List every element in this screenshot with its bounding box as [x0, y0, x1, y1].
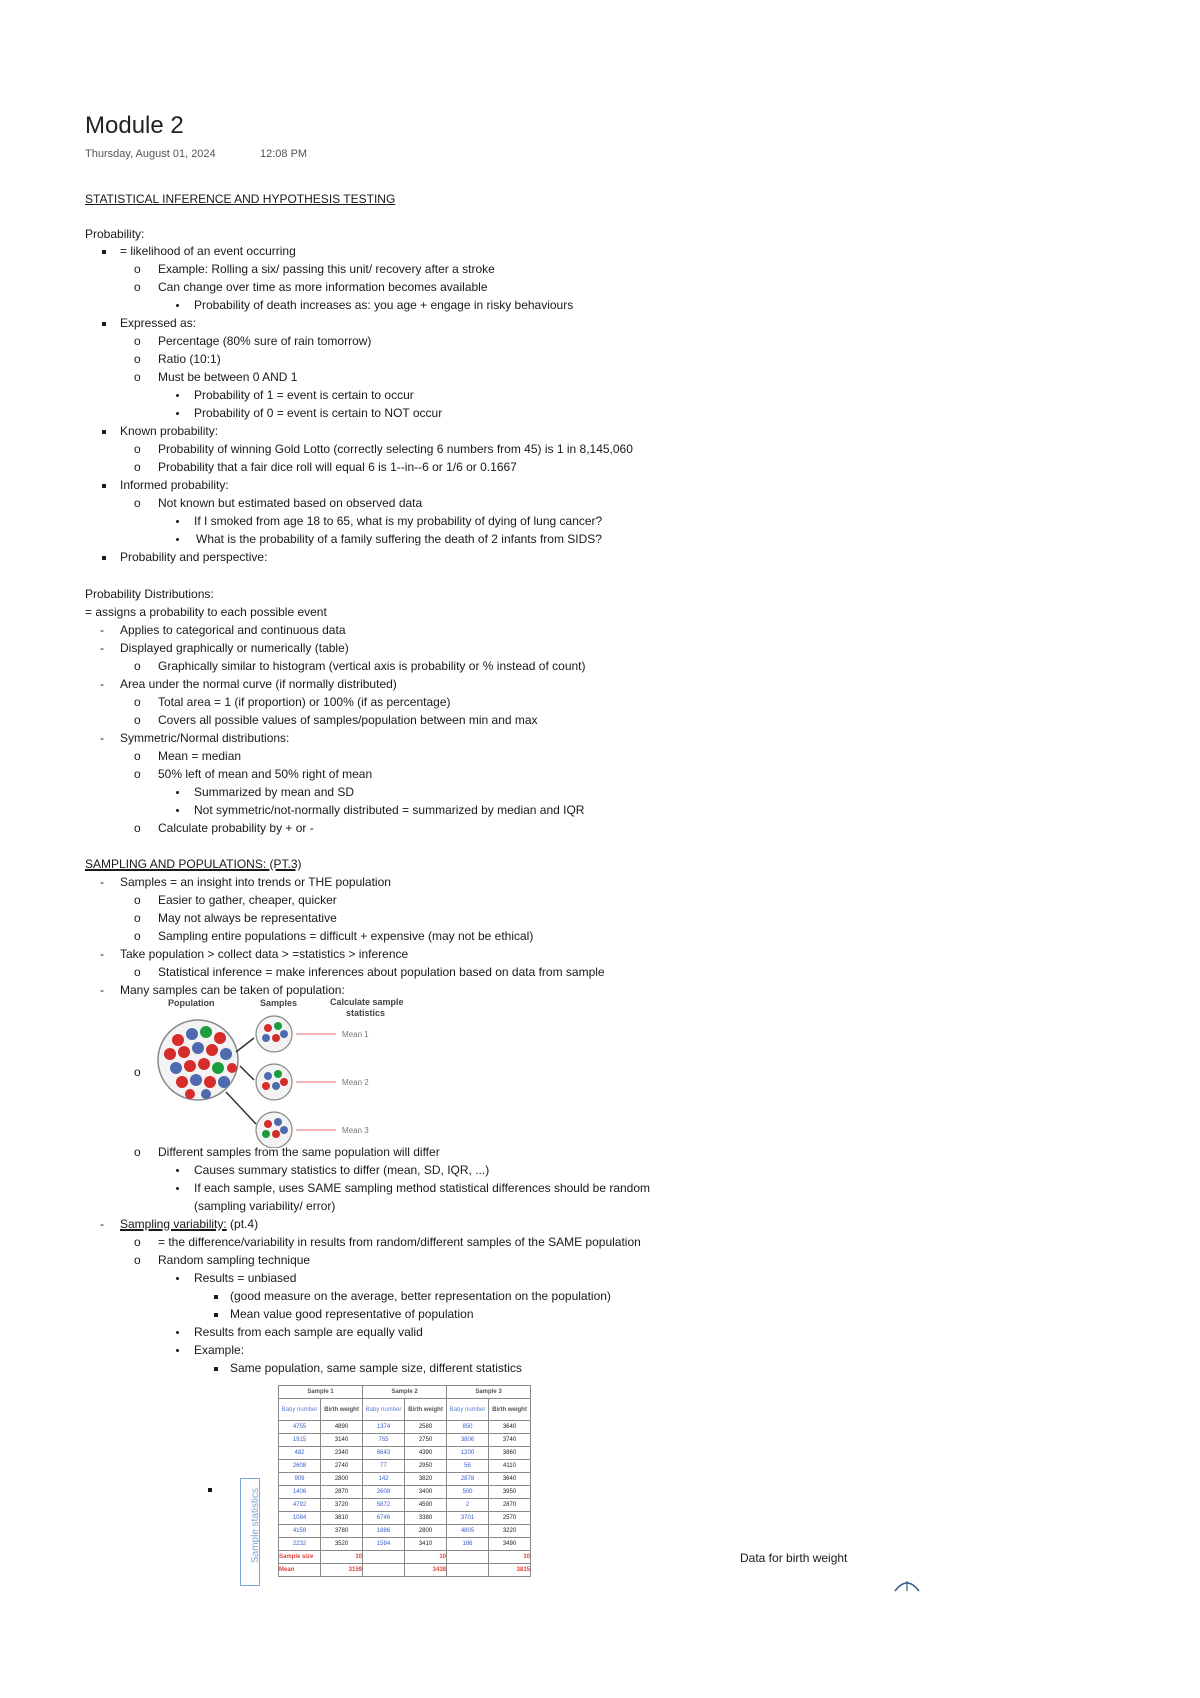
bullet-o-icon: o: [134, 713, 141, 727]
bullet-o-icon: o: [134, 460, 141, 474]
bullet-dash-icon: -: [100, 947, 104, 961]
table-cell: 6643: [363, 1447, 405, 1460]
fig-samples-label: Samples: [260, 998, 298, 1008]
birth-weight-caption: Data for birth weight: [740, 1551, 848, 1565]
table-cell: 2570: [489, 1512, 531, 1525]
bullet-o-icon: o: [134, 442, 141, 456]
table-row: [279, 1447, 531, 1460]
table-cell: 4792: [279, 1499, 321, 1512]
table-cell: [363, 1551, 405, 1564]
bullet-dot-icon: [176, 1349, 179, 1352]
bullet-dash-icon: -: [100, 983, 104, 997]
mean-3-label: Mean 3: [342, 1126, 369, 1135]
list-item: Take population > collect data > =statistics > inference: [120, 947, 409, 961]
bullet-o-icon: o: [134, 659, 141, 673]
bullet-square-icon: [102, 250, 106, 254]
table-group-header: Sample 1: [279, 1386, 363, 1399]
table-cell: 3438: [405, 1564, 447, 1577]
table-cell: [447, 1564, 489, 1577]
fig-calc-label-1: Calculate sample: [330, 997, 404, 1007]
bullet-dot-icon: [176, 1331, 179, 1334]
probability-label: Probability:: [85, 227, 145, 241]
list-item: Probability of death increases as: you age + engage in risky behaviours: [194, 298, 574, 312]
table-cell: 2950: [405, 1460, 447, 1473]
table-cell: [447, 1551, 489, 1564]
list-item: Different samples from the same population will differ: [158, 1145, 440, 1159]
table-cell: 2: [447, 1499, 489, 1512]
bullet-dot-icon: [176, 394, 179, 397]
table-row: [279, 1421, 531, 1434]
table-row: [279, 1512, 531, 1525]
table-cell: 4890: [321, 1421, 363, 1434]
bullet-o-icon: o: [134, 1235, 141, 1249]
bullet-dash-icon: -: [100, 1217, 104, 1231]
list-item: (sampling variability/ error): [194, 1199, 336, 1213]
bullet-o-icon: o: [134, 1145, 141, 1159]
bullet-square-icon: [214, 1367, 218, 1371]
list-item: Symmetric/Normal distributions:: [120, 731, 290, 745]
table-col-header: Baby number: [279, 1399, 321, 1421]
list-item: Informed probability:: [120, 478, 229, 492]
table-cell: 4590: [405, 1499, 447, 1512]
bullet-o-icon: o: [134, 695, 141, 709]
bullet-dash-icon: -: [100, 875, 104, 889]
table-cell: 3640: [489, 1421, 531, 1434]
table-cell: 2800: [405, 1525, 447, 1538]
page-time: 12:08 PM: [260, 148, 308, 160]
sample-statistics-label: Sample statistics: [250, 1487, 262, 1564]
table-cell: 2800: [321, 1473, 363, 1486]
bullet-o-icon: o: [134, 911, 141, 925]
table-cell: 1084: [279, 1512, 321, 1525]
list-item: Results from each sample are equally valid: [194, 1325, 423, 1339]
list-item: Mean value good representative of population: [230, 1307, 474, 1321]
list-item: Percentage (80% sure of rain tomorrow): [158, 334, 372, 348]
page-date: Thursday, August 01, 2024: [85, 148, 216, 160]
table-row-label: Mean: [279, 1564, 321, 1577]
table-cell: 3410: [405, 1538, 447, 1551]
table-cell: 1200: [447, 1447, 489, 1460]
arrow-to-sample-2: [240, 1066, 254, 1080]
table-row: [279, 1486, 531, 1499]
table-cell: 3810: [321, 1512, 363, 1525]
table-row: [279, 1525, 531, 1538]
table-cell: 3806: [447, 1434, 489, 1447]
birth-weight-table-image: [236, 1385, 531, 1577]
list-item: Sampling entire populations = difficult + expensive (may not be ethical): [158, 929, 534, 943]
table-cell: 2608: [279, 1460, 321, 1473]
list-item: Causes summary statistics to differ (mean, SD, IQR, ...): [194, 1163, 490, 1177]
bullet-o-icon: o: [134, 965, 141, 979]
list-item: Example:: [194, 1343, 245, 1357]
arrow-to-sample-1: [236, 1038, 254, 1052]
bullet-o-icon: o: [134, 352, 141, 366]
list-item: Easier to gather, cheaper, quicker: [158, 893, 337, 907]
table-cell: 2870: [321, 1486, 363, 1499]
table-cell: 3380: [405, 1512, 447, 1525]
table-row-label: Sample size: [279, 1551, 321, 1564]
list-item: Not symmetric/not-normally distributed = summarized by median and IQR: [194, 803, 585, 817]
bullet-dash-icon: -: [100, 641, 104, 655]
table-cell: 500: [447, 1486, 489, 1499]
table-col-header: Birth weight: [489, 1399, 531, 1421]
bullet-o-icon: o: [134, 370, 141, 384]
table-cell: 186: [447, 1538, 489, 1551]
table-cell: 3520: [321, 1538, 363, 1551]
sampling-variability-term: Sampling variability:: [120, 1217, 227, 1231]
table-group-header: Sample 3: [447, 1386, 531, 1399]
bullet-square-icon: [102, 556, 106, 560]
table-cell: 482: [279, 1447, 321, 1460]
bullet-dot-icon: [176, 538, 179, 541]
table-cell: 2870: [489, 1499, 531, 1512]
table-cell: 2580: [405, 1421, 447, 1434]
list-item: Summarized by mean and SD: [194, 785, 355, 799]
mean-1-label: Mean 1: [342, 1030, 369, 1039]
fig-population-label: Population: [168, 998, 215, 1008]
list-item: (good measure on the average, better representation on the population): [230, 1289, 611, 1303]
birth-weight-table: [278, 1385, 531, 1577]
bullet-square-icon: [102, 484, 106, 488]
bullet-dot-icon: [176, 304, 179, 307]
bullet-dot-icon: [176, 412, 179, 415]
section-heading-inference: STATISTICAL INFERENCE AND HYPOTHESIS TESTING: [85, 192, 396, 206]
table-row: [279, 1473, 531, 1486]
table-cell: 4390: [405, 1447, 447, 1460]
list-item: Covers all possible values of samples/population between min and max: [158, 713, 538, 727]
bullet-o-icon: o: [134, 262, 141, 276]
table-cell: 3820: [405, 1473, 447, 1486]
bullet-o-icon: o: [134, 821, 141, 835]
table-cell: 56: [447, 1460, 489, 1473]
table-cell: 1915: [279, 1434, 321, 1447]
table-cell: 2750: [405, 1434, 447, 1447]
list-item: Probability of 1 = event is certain to occur: [194, 388, 414, 402]
page-title: Module 2: [85, 112, 184, 139]
bullet-o-icon: o: [134, 767, 141, 781]
bullet-square-icon: [102, 322, 106, 326]
table-cell: 3701: [447, 1512, 489, 1525]
table-cell: 4110: [489, 1460, 531, 1473]
list-item: Mean = median: [158, 749, 242, 763]
list-item: May not always be representative: [158, 911, 337, 925]
table-cell: 5872: [363, 1499, 405, 1512]
table-row: [279, 1499, 531, 1512]
bullet-o-icon: o: [134, 334, 141, 348]
table-cell: 3159: [321, 1564, 363, 1577]
table-col-header: Birth weight: [405, 1399, 447, 1421]
table-cell: 3490: [489, 1538, 531, 1551]
list-item: If each sample, uses SAME sampling method statistical differences should be random: [194, 1181, 651, 1195]
table-cell: 755: [363, 1434, 405, 1447]
list-item: [120, 1217, 258, 1232]
list-item: Must be between 0 AND 1: [158, 370, 298, 384]
table-cell: 2608: [363, 1486, 405, 1499]
list-item: 50% left of mean and 50% right of mean: [158, 767, 373, 781]
list-item: Graphically similar to histogram (vertical axis is probability or % instead of count): [158, 659, 586, 673]
table-row: [279, 1460, 531, 1473]
table-cell: 10: [321, 1551, 363, 1564]
list-item: Ratio (10:1): [158, 352, 221, 366]
pen-stroke-icon: [893, 1577, 921, 1593]
list-item: Can change over time as more information becomes available: [158, 280, 488, 294]
list-item: Samples = an insight into trends or THE population: [120, 875, 391, 889]
table-col-header: Baby number: [447, 1399, 489, 1421]
bullet-o-icon: o: [134, 893, 141, 907]
list-item: Applies to categorical and continuous data: [120, 623, 346, 637]
list-item: Area under the normal curve (if normally distributed): [120, 677, 397, 691]
table-group-header: Sample 2: [363, 1386, 447, 1399]
table-cell: 3860: [489, 1447, 531, 1460]
list-item: Calculate probability by + or -: [158, 821, 314, 835]
table-cell: 1406: [279, 1486, 321, 1499]
table-cell: 2878: [447, 1473, 489, 1486]
table-cell: 2232: [279, 1538, 321, 1551]
table-cell: 3140: [321, 1434, 363, 1447]
table-cell: 4805: [447, 1525, 489, 1538]
bullet-o-icon: o: [134, 929, 141, 943]
table-cell: 3720: [321, 1499, 363, 1512]
list-item: Probability that a fair dice roll will equal 6 is 1--in--6 or 1/6 or 0.1667: [158, 460, 517, 474]
table-cell: 4755: [279, 1421, 321, 1434]
list-item: Same population, same sample size, different statistics: [230, 1361, 522, 1375]
list-item: Expressed as:: [120, 316, 197, 330]
bullet-dot-icon: [176, 791, 179, 794]
table-cell: 3815: [489, 1564, 531, 1577]
list-item: Displayed graphically or numerically (table): [120, 641, 349, 655]
bullet-dot-icon: [176, 520, 179, 523]
mean-2-label: Mean 2: [342, 1078, 369, 1087]
bullet-o-icon: o: [134, 496, 141, 510]
table-row: [279, 1564, 531, 1577]
table-cell: 10: [489, 1551, 531, 1564]
list-item: Probability and perspective:: [120, 550, 268, 564]
table-cell: 1374: [363, 1421, 405, 1434]
table-cell: 1584: [363, 1538, 405, 1551]
table-cell: 3950: [489, 1486, 531, 1499]
bullet-dash-icon: -: [100, 623, 104, 637]
table-cell: 850: [447, 1421, 489, 1434]
bullet-square-icon: [208, 1488, 212, 1492]
list-item: = the difference/variability in results from random/different samples of the SAME population: [158, 1235, 641, 1249]
bullet-o-icon: o: [134, 280, 141, 294]
bullet-o-icon: o: [134, 1065, 141, 1079]
table-col-header: Birth weight: [321, 1399, 363, 1421]
population-sampling-figure: [156, 996, 416, 1148]
bullet-dot-icon: [176, 1187, 179, 1190]
table-cell: 2740: [321, 1460, 363, 1473]
table-cell: 6746: [363, 1512, 405, 1525]
bullet-dot-icon: [176, 1277, 179, 1280]
table-cell: 2340: [321, 1447, 363, 1460]
list-item: What is the probability of a family suffering the death of 2 infants from SIDS?: [196, 532, 602, 546]
table-cell: 3640: [489, 1473, 531, 1486]
list-item: Example: Rolling a six/ passing this unit/ recovery after a stroke: [158, 262, 495, 276]
table-cell: 77: [363, 1460, 405, 1473]
list-item: Known probability:: [120, 424, 219, 438]
section-heading-distributions: Probability Distributions:: [85, 587, 214, 601]
table-cell: 3220: [489, 1525, 531, 1538]
bullet-square-icon: [102, 430, 106, 434]
bullet-square-icon: [214, 1313, 218, 1317]
fig-calc-label-2: statistics: [346, 1008, 386, 1018]
arrow-to-sample-3: [226, 1092, 256, 1124]
table-cell: 3780: [321, 1525, 363, 1538]
bullet-o-icon: o: [134, 1253, 141, 1267]
list-item: Probability of 0 = event is certain to NOT occur: [194, 406, 443, 420]
list-item: Total area = 1 (if proportion) or 100% (if as percentage): [158, 695, 451, 709]
table-col-header: Baby number: [363, 1399, 405, 1421]
list-item: Many samples can be taken of population:: [120, 983, 345, 997]
table-cell: 3400: [405, 1486, 447, 1499]
table-cell: 909: [279, 1473, 321, 1486]
section-heading-sampling: SAMPLING AND POPULATIONS: (PT.3): [85, 857, 302, 871]
list-item: Not known but estimated based on observed data: [158, 496, 423, 510]
bullet-square-icon: [214, 1295, 218, 1299]
table-cell: 4158: [279, 1525, 321, 1538]
list-item: Results = unbiased: [194, 1271, 297, 1285]
table-cell: 1886: [363, 1525, 405, 1538]
list-item: Random sampling technique: [158, 1253, 311, 1267]
list-item: = likelihood of an event occurring: [120, 244, 296, 258]
list-item: Probability of winning Gold Lotto (correctly selecting 6 numbers from 45) is 1 in 8,145,060: [158, 442, 633, 456]
bullet-dash-icon: -: [100, 677, 104, 691]
bullet-dot-icon: [176, 809, 179, 812]
bullet-dash-icon: -: [100, 731, 104, 745]
table-row: [279, 1538, 531, 1551]
table-cell: 142: [363, 1473, 405, 1486]
bullet-o-icon: o: [134, 749, 141, 763]
table-cell: 10: [405, 1551, 447, 1564]
list-item: = assigns a probability to each possible event: [85, 605, 327, 619]
sampling-variability-part: (pt.4): [226, 1217, 259, 1231]
table-row: [279, 1434, 531, 1447]
table-row: [279, 1551, 531, 1564]
bullet-dot-icon: [176, 1169, 179, 1172]
list-item: Statistical inference = make inferences about population based on data from sample: [158, 965, 605, 979]
list-item: If I smoked from age 18 to 65, what is my probability of dying of lung cancer?: [194, 514, 603, 528]
table-cell: [363, 1564, 405, 1577]
table-cell: 3740: [489, 1434, 531, 1447]
